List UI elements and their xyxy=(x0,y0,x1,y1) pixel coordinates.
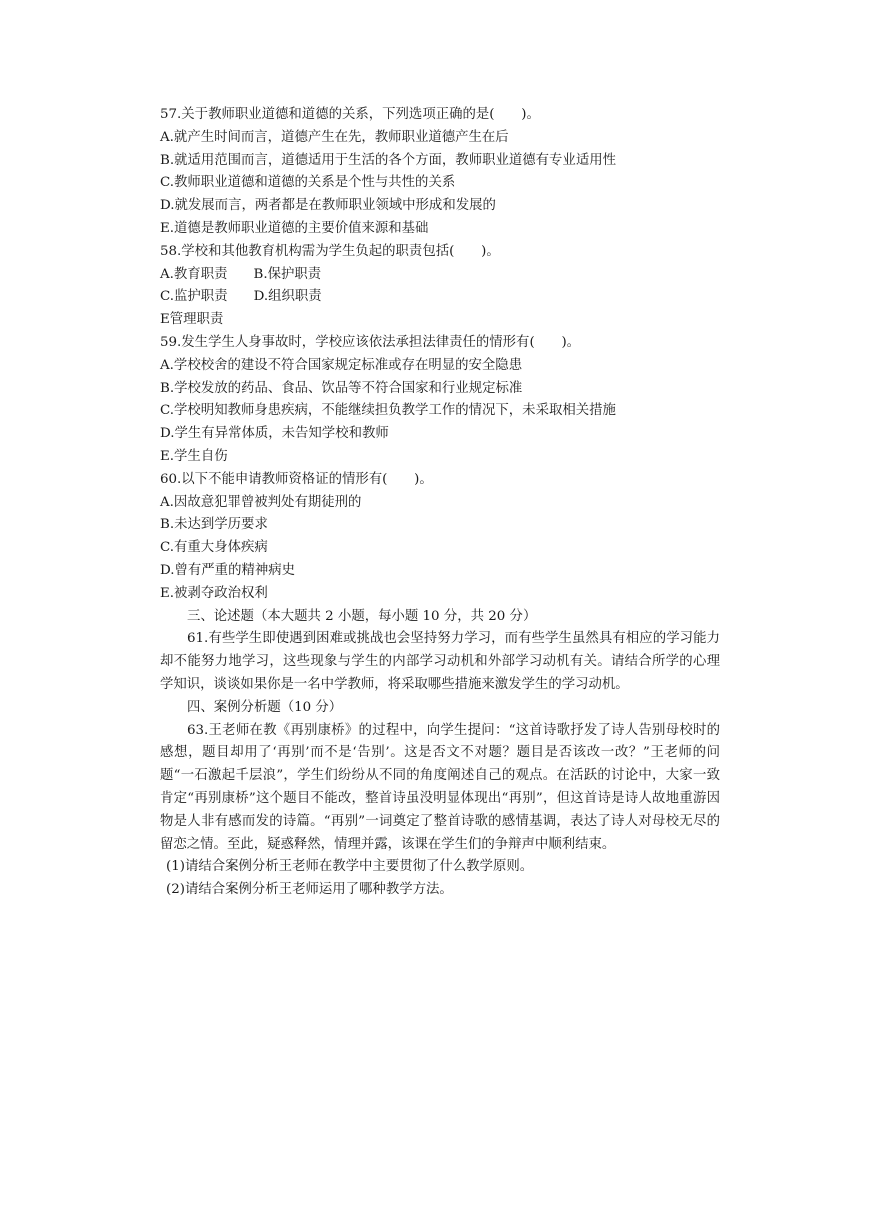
q59-option-a: A.学校校舍的建设不符合国家规定标准或存在明显的安全隐患 xyxy=(160,357,523,373)
q59-option-d: D.学生有异常体质，未告知学校和教师 xyxy=(160,426,389,442)
q57-option-b: B.就适用范围而言，道德适用于生活的各个方面，教师职业道德有专业适用性 xyxy=(160,152,616,168)
q57-option-c: C.教师职业道德和道德的关系是个性与共性的关系 xyxy=(160,175,456,191)
q58-options-row-1 xyxy=(160,264,720,287)
q57-option-d: D.就发展而言，两者都是在教师职业领域中形成和发展的 xyxy=(160,198,496,214)
q58-options-row-2 xyxy=(160,286,720,309)
section-4-heading: 四、案例分析题（10 分） xyxy=(187,699,343,715)
q60-option-b: B.未达到学历要求 xyxy=(160,517,268,533)
exam-page xyxy=(160,104,720,902)
q59-option-b: B.学校发放的药品、食品、饮品等不符合国家和行业规定标准 xyxy=(160,380,523,396)
q59-stem: 59.发生学生人身事故时，学校应该依法承担法律责任的情形有( )。 xyxy=(160,334,581,350)
q61-text: 61.有些学生即使遇到困难或挑战也会坚持努力学习，而有些学生虽然具有相应的学习能力却不能努力地学习，这些现象与学生的内部学习动机和外部学习动机有关。请结合所学的心理学知识，谈谈如果你是一名中学教师，将采取哪些措施来激发学生的学习动机。 xyxy=(160,631,720,692)
q59-option-e: E.学生自伤 xyxy=(160,448,228,464)
q60-option-c: C.有重大身体疾病 xyxy=(160,540,268,556)
q58-option-a: A.教育职责 xyxy=(160,266,228,282)
q58-option-c: C.监护职责 xyxy=(160,289,228,305)
section-3-heading: 三、论述题（本大题共 2 小题，每小题 10 分，共 20 分） xyxy=(187,608,537,624)
q58-option-d: D.组织职责 xyxy=(253,289,322,305)
q58-option-b: B.保护职责 xyxy=(253,266,322,282)
q63-sub-question-1: (1)请结合案例分析王老师在教学中主要贯彻了什么教学原则。 xyxy=(166,859,534,875)
q60-option-d: D.曾有严重的精神病史 xyxy=(160,562,296,578)
q57-stem: 57.关于教师职业道德和道德的关系，下列选项正确的是( )。 xyxy=(160,107,540,122)
q60-option-a: A.因故意犯罪曾被判处有期徒刑的 xyxy=(160,494,362,510)
q63-case-text: 63.王老师在教《再别康桥》的过程中，向学生提问：“这首诗歌抒发了诗人告别母校时的感想，题目却用了‘再别’而不是‘告别’。这是否文不对题？题目是否该改一改？”王老师的问题“一石激起千层浪”，学生们纷纷从不同的角度阐述自己的观点。在活跃的讨论中，大家一致肯定“再别康桥”这个题目不能改，整首诗虽没明显体现出“再别”，但这首诗是诗人故地重游因物是人非有感而发的诗篇。“再别”一词奠定了整首诗歌的感情基调，表达了诗人对母校无尽的留恋之情。至此，疑惑释然，情理并露，该课在学生们的争辩声中顺利结束。 xyxy=(160,722,720,852)
q60-stem: 60.以下不能申请教师资格证的情形有( )。 xyxy=(160,471,433,487)
q58-stem: 58.学校和其他教育机构需为学生负起的职责包括( )。 xyxy=(160,243,500,259)
q57-option-a: A.就产生时间而言，道德产生在先，教师职业道德产生在后 xyxy=(160,129,509,145)
q59-option-c: C.学校明知教师身患疾病，不能继续担负教学工作的情况下，未采取相关措施 xyxy=(160,403,616,419)
q63-sub-question-2: (2)请结合案例分析王老师运用了哪种教学方法。 xyxy=(166,882,453,898)
q57-option-e: E.道德是教师职业道德的主要价值来源和基础 xyxy=(160,220,429,236)
q60-option-e: E.被剥夺政治权利 xyxy=(160,585,268,601)
q58-option-e: E管理职责 xyxy=(160,312,224,328)
